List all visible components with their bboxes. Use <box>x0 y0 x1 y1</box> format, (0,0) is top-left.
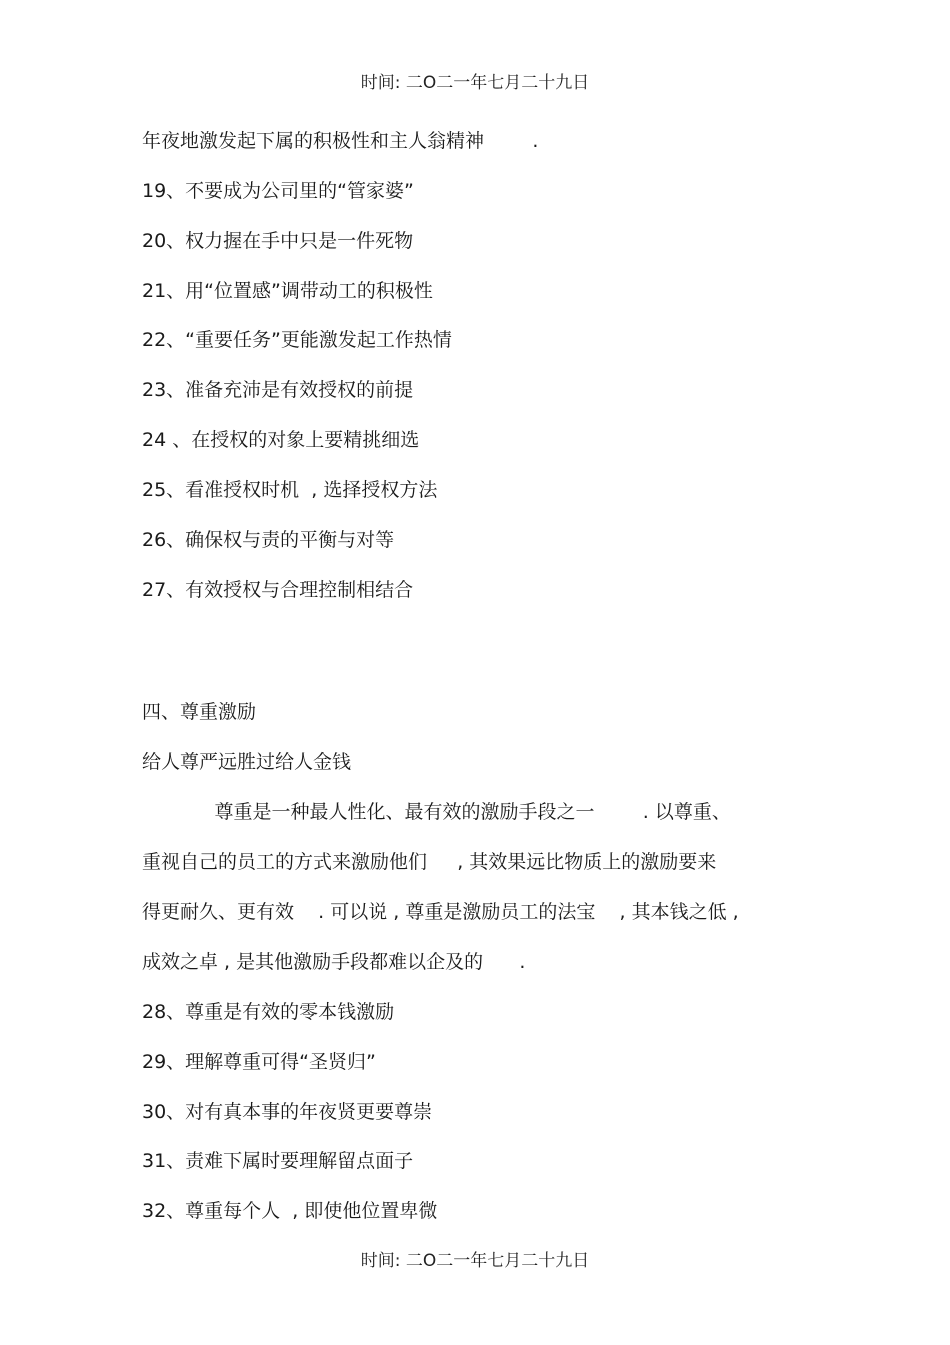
list-item: 31、责难下属时要理解留点面子 <box>142 1150 414 1172</box>
list-item: 23、准备充沛是有效授权的前提 <box>142 379 414 401</box>
section-title: 四、尊重激励 <box>142 701 257 723</box>
list-item: 25、看准授权时机 , 选择授权方法 <box>142 479 438 501</box>
list-item: 21、用“位置感”调带动工的积极性 <box>142 280 433 302</box>
paragraph-line: 成效之卓 , 是其他激励手段都难以企及的 . <box>142 951 526 973</box>
list-item: 20、权力握在手中只是一件死物 <box>142 230 414 252</box>
section-subtitle: 给人尊严远胜过给人金钱 <box>142 751 352 773</box>
list-item: 32、尊重每个人 , 即使他位置卑微 <box>142 1200 438 1222</box>
list-item: 19、不要成为公司里的“管家婆” <box>142 180 414 202</box>
page-header-time: 时间: 二O二一年七月二十九日 <box>360 73 590 93</box>
list-item: 29、理解尊重可得“圣贤归” <box>142 1051 376 1073</box>
paragraph-line: 重视自己的员工的方式来激励他们 , 其效果远比物质上的激励要来 <box>142 851 717 873</box>
list-item: 22、“重要任务”更能激发起工作热情 <box>142 329 452 351</box>
paragraph-line: 尊重是一种最人性化、最有效的激励手段之一 . 以尊重、 <box>142 801 731 823</box>
text-line: 年夜地激发起下属的积极性和主人翁精神 . <box>142 130 539 152</box>
list-item: 28、尊重是有效的零本钱激励 <box>142 1001 395 1023</box>
list-item: 30、对有真本事的年夜贤更要尊崇 <box>142 1101 433 1123</box>
page-footer-time: 时间: 二O二一年七月二十九日 <box>360 1251 590 1271</box>
paragraph-line: 得更耐久、更有效 . 可以说 , 尊重是激励员工的法宝 , 其本钱之低 , <box>142 901 739 923</box>
list-item: 27、有效授权与合理控制相结合 <box>142 579 414 601</box>
list-item: 24 、在授权的对象上要精挑细选 <box>142 429 420 451</box>
list-item: 26、确保权与责的平衡与对等 <box>142 529 395 551</box>
